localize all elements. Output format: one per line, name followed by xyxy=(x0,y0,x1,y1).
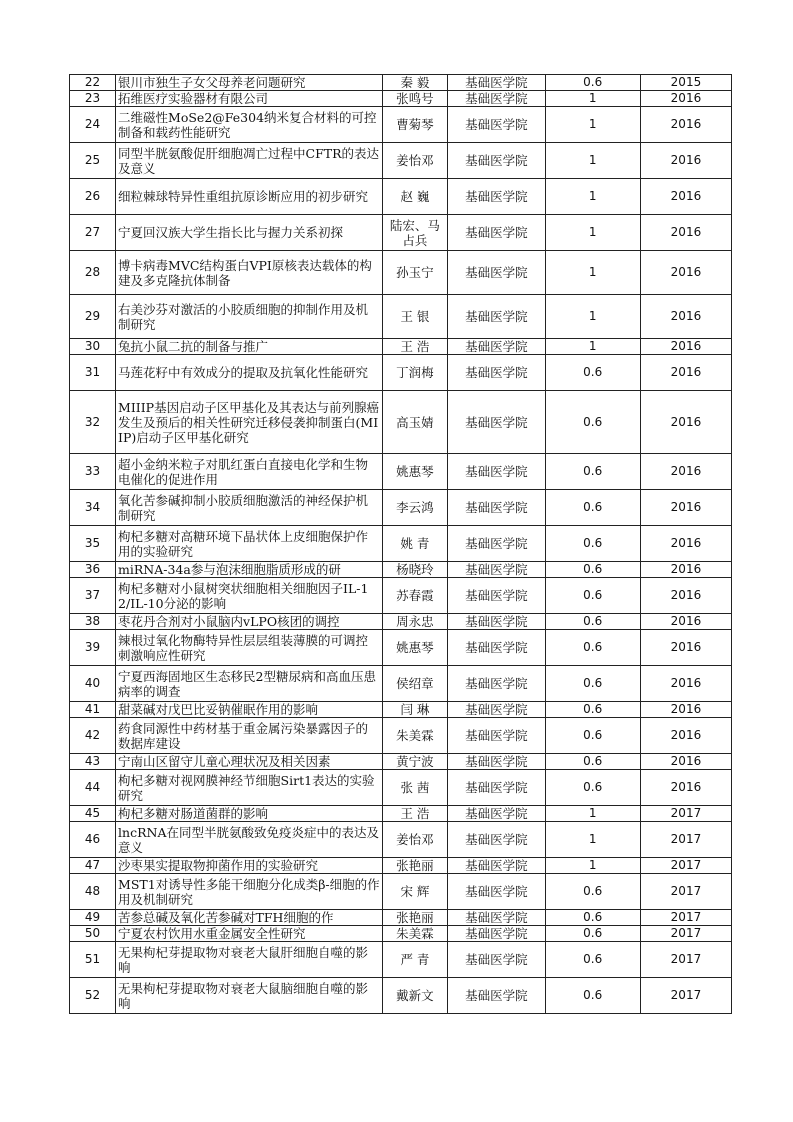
cell-project-title: 甜菜碱对戊巴比妥钠催眠作用的影响 xyxy=(116,702,383,718)
cell-leader-name: 丁润梅 xyxy=(382,355,447,391)
cell-department: 基础医学院 xyxy=(448,630,545,666)
cell-year: 2016 xyxy=(640,770,731,806)
cell-number: 26 xyxy=(70,179,116,215)
table-row xyxy=(70,718,732,754)
table-row xyxy=(70,754,732,770)
cell-project-title: 博卡病毒MVC结构蛋白VPI原核表达载体的构建及多克隆抗体制备 xyxy=(116,251,383,295)
cell-department: 基础医学院 xyxy=(448,295,545,339)
cell-leader-name: 宋 辉 xyxy=(382,874,447,910)
cell-project-title: 氧化苦参碱抑制小胶质细胞激活的神经保护机制研究 xyxy=(116,490,383,526)
cell-score: 1 xyxy=(545,822,640,858)
table-row xyxy=(70,666,732,702)
cell-year: 2016 xyxy=(640,614,731,630)
table-row xyxy=(70,978,732,1014)
table-row xyxy=(70,630,732,666)
cell-leader-name: 苏春霞 xyxy=(382,578,447,614)
cell-department: 基础医学院 xyxy=(448,562,545,578)
cell-score: 1 xyxy=(545,107,640,143)
cell-project-title: 超小金纳米粒子对肌红蛋白直接电化学和生物电催化的促进作用 xyxy=(116,454,383,490)
cell-score: 1 xyxy=(545,806,640,822)
cell-number: 43 xyxy=(70,754,116,770)
cell-number: 45 xyxy=(70,806,116,822)
cell-leader-name: 黄宁波 xyxy=(382,754,447,770)
cell-year: 2016 xyxy=(640,454,731,490)
table-row xyxy=(70,770,732,806)
cell-score: 0.6 xyxy=(545,910,640,926)
cell-score: 1 xyxy=(545,251,640,295)
cell-project-title: 枸杞多糖对小鼠树突状细胞相关细胞因子IL-12/IL-10分泌的影响 xyxy=(116,578,383,614)
cell-year: 2015 xyxy=(640,75,731,91)
cell-project-title: 细粒棘球特异性重组抗原诊断应用的初步研究 xyxy=(116,179,383,215)
project-table xyxy=(69,74,732,1014)
cell-leader-name: 姚 青 xyxy=(382,526,447,562)
cell-number: 52 xyxy=(70,978,116,1014)
cell-project-title: 宁夏回汉族大学生指长比与握力关系初探 xyxy=(116,215,383,251)
cell-number: 35 xyxy=(70,526,116,562)
cell-score: 0.6 xyxy=(545,666,640,702)
cell-leader-name: 王 银 xyxy=(382,295,447,339)
cell-leader-name: 张艳丽 xyxy=(382,910,447,926)
cell-department: 基础医学院 xyxy=(448,578,545,614)
cell-year: 2016 xyxy=(640,718,731,754)
cell-department: 基础医学院 xyxy=(448,718,545,754)
cell-number: 32 xyxy=(70,391,116,454)
cell-year: 2016 xyxy=(640,578,731,614)
cell-year: 2016 xyxy=(640,666,731,702)
cell-department: 基础医学院 xyxy=(448,355,545,391)
cell-number: 48 xyxy=(70,874,116,910)
cell-leader-name: 姜怡邓 xyxy=(382,143,447,179)
cell-year: 2016 xyxy=(640,143,731,179)
table-row xyxy=(70,806,732,822)
cell-score: 0.6 xyxy=(545,454,640,490)
cell-number: 40 xyxy=(70,666,116,702)
cell-score: 1 xyxy=(545,295,640,339)
cell-leader-name: 秦 毅 xyxy=(382,75,447,91)
table-row xyxy=(70,942,732,978)
cell-year: 2016 xyxy=(640,179,731,215)
cell-department: 基础医学院 xyxy=(448,75,545,91)
cell-number: 50 xyxy=(70,926,116,942)
cell-project-title: 二维磁性MoSe2@Fe304纳米复合材料的可控制备和载药性能研究 xyxy=(116,107,383,143)
cell-leader-name: 姚惠琴 xyxy=(382,630,447,666)
table-row xyxy=(70,526,732,562)
table-row xyxy=(70,490,732,526)
cell-department: 基础医学院 xyxy=(448,526,545,562)
cell-number: 44 xyxy=(70,770,116,806)
cell-score: 0.6 xyxy=(545,942,640,978)
cell-leader-name: 严 青 xyxy=(382,942,447,978)
cell-leader-name: 高玉婧 xyxy=(382,391,447,454)
cell-year: 2016 xyxy=(640,630,731,666)
cell-department: 基础医学院 xyxy=(448,822,545,858)
cell-department: 基础医学院 xyxy=(448,391,545,454)
cell-score: 0.6 xyxy=(545,874,640,910)
cell-score: 0.6 xyxy=(545,355,640,391)
cell-department: 基础医学院 xyxy=(448,666,545,702)
cell-leader-name: 王 浩 xyxy=(382,806,447,822)
cell-score: 1 xyxy=(545,143,640,179)
cell-year: 2017 xyxy=(640,942,731,978)
table-row xyxy=(70,339,732,355)
cell-year: 2017 xyxy=(640,874,731,910)
cell-department: 基础医学院 xyxy=(448,978,545,1014)
table-row xyxy=(70,179,732,215)
cell-number: 38 xyxy=(70,614,116,630)
cell-number: 27 xyxy=(70,215,116,251)
cell-department: 基础医学院 xyxy=(448,614,545,630)
cell-number: 33 xyxy=(70,454,116,490)
cell-project-title: 马莲花籽中有效成分的提取及抗氧化性能研究 xyxy=(116,355,383,391)
cell-number: 30 xyxy=(70,339,116,355)
table-row xyxy=(70,614,732,630)
cell-number: 22 xyxy=(70,75,116,91)
cell-score: 0.6 xyxy=(545,578,640,614)
cell-department: 基础医学院 xyxy=(448,490,545,526)
cell-department: 基础医学院 xyxy=(448,107,545,143)
cell-project-title: 拓维医疗实验器材有限公司 xyxy=(116,91,383,107)
cell-year: 2016 xyxy=(640,215,731,251)
cell-number: 34 xyxy=(70,490,116,526)
cell-score: 0.6 xyxy=(545,770,640,806)
cell-number: 24 xyxy=(70,107,116,143)
cell-project-title: 兔抗小鼠二抗的制备与推广 xyxy=(116,339,383,355)
cell-project-title: MST1对诱导性多能干细胞分化成类β-细胞的作用及机制研究 xyxy=(116,874,383,910)
cell-number: 36 xyxy=(70,562,116,578)
cell-department: 基础医学院 xyxy=(448,926,545,942)
cell-number: 49 xyxy=(70,910,116,926)
cell-number: 39 xyxy=(70,630,116,666)
cell-project-title: 宁夏西海固地区生态移民2型糖尿病和高血压患病率的调查 xyxy=(116,666,383,702)
cell-leader-name: 王 浩 xyxy=(382,339,447,355)
cell-year: 2017 xyxy=(640,858,731,874)
cell-score: 0.6 xyxy=(545,702,640,718)
cell-number: 25 xyxy=(70,143,116,179)
cell-project-title: 辣根过氧化物酶特异性层层组装薄膜的可调控刺激响应性研究 xyxy=(116,630,383,666)
cell-department: 基础医学院 xyxy=(448,770,545,806)
cell-year: 2016 xyxy=(640,754,731,770)
table-row xyxy=(70,295,732,339)
cell-number: 46 xyxy=(70,822,116,858)
cell-project-title: 右美沙芬对激活的小胶质细胞的抑制作用及机制研究 xyxy=(116,295,383,339)
cell-score: 0.6 xyxy=(545,391,640,454)
cell-year: 2017 xyxy=(640,978,731,1014)
cell-leader-name: 闫 琳 xyxy=(382,702,447,718)
cell-year: 2016 xyxy=(640,251,731,295)
cell-year: 2017 xyxy=(640,822,731,858)
cell-score: 0.6 xyxy=(545,526,640,562)
cell-year: 2016 xyxy=(640,490,731,526)
cell-leader-name: 李云鸿 xyxy=(382,490,447,526)
cell-number: 47 xyxy=(70,858,116,874)
cell-department: 基础医学院 xyxy=(448,91,545,107)
cell-department: 基础医学院 xyxy=(448,754,545,770)
cell-project-title: 同型半胱氨酸促肝细胞凋亡过程中CFTR的表达及意义 xyxy=(116,143,383,179)
cell-score: 1 xyxy=(545,91,640,107)
cell-leader-name: 周永忠 xyxy=(382,614,447,630)
table-row xyxy=(70,391,732,454)
table-row xyxy=(70,910,732,926)
cell-department: 基础医学院 xyxy=(448,143,545,179)
cell-number: 28 xyxy=(70,251,116,295)
table-row xyxy=(70,107,732,143)
table-row xyxy=(70,822,732,858)
cell-department: 基础医学院 xyxy=(448,942,545,978)
cell-project-title: lncRNA在同型半胱氨酸致免疫炎症中的表达及意义 xyxy=(116,822,383,858)
cell-score: 0.6 xyxy=(545,754,640,770)
cell-leader-name: 陆宏、马占兵 xyxy=(382,215,447,251)
cell-project-title: 无果枸杞芽提取物对衰老大鼠脑细胞自噬的影响 xyxy=(116,978,383,1014)
cell-score: 0.6 xyxy=(545,490,640,526)
cell-leader-name: 张鸣号 xyxy=(382,91,447,107)
cell-score: 0.6 xyxy=(545,75,640,91)
cell-project-title: MIIIP基因启动子区甲基化及其表达与前列腺癌发生及预后的相关性研究迁移侵袭抑制蛋白(MIIP)启动子区甲基化研究 xyxy=(116,391,383,454)
cell-score: 0.6 xyxy=(545,718,640,754)
cell-department: 基础医学院 xyxy=(448,251,545,295)
cell-project-title: 宁南山区留守儿童心理状况及相关因素 xyxy=(116,754,383,770)
cell-leader-name: 曹菊琴 xyxy=(382,107,447,143)
cell-number: 42 xyxy=(70,718,116,754)
cell-year: 2017 xyxy=(640,926,731,942)
table-row xyxy=(70,215,732,251)
cell-number: 51 xyxy=(70,942,116,978)
cell-leader-name: 赵 巍 xyxy=(382,179,447,215)
cell-leader-name: 姜怡邓 xyxy=(382,822,447,858)
table-row xyxy=(70,702,732,718)
cell-department: 基础医学院 xyxy=(448,874,545,910)
cell-leader-name: 朱美霖 xyxy=(382,718,447,754)
cell-leader-name: 侯绍章 xyxy=(382,666,447,702)
cell-year: 2016 xyxy=(640,295,731,339)
cell-project-title: 枸杞多糖对高糖环境下晶状体上皮细胞保护作用的实验研究 xyxy=(116,526,383,562)
cell-leader-name: 姚惠琴 xyxy=(382,454,447,490)
cell-leader-name: 张 茜 xyxy=(382,770,447,806)
cell-year: 2016 xyxy=(640,391,731,454)
cell-project-title: 银川市独生子女父母养老问题研究 xyxy=(116,75,383,91)
cell-score: 0.6 xyxy=(545,614,640,630)
cell-score: 1 xyxy=(545,858,640,874)
cell-leader-name: 孙玉宁 xyxy=(382,251,447,295)
cell-score: 1 xyxy=(545,179,640,215)
table-row xyxy=(70,454,732,490)
cell-year: 2016 xyxy=(640,339,731,355)
cell-year: 2016 xyxy=(640,562,731,578)
cell-project-title: miRNA-34a参与泡沫细胞脂质形成的研 xyxy=(116,562,383,578)
cell-year: 2017 xyxy=(640,910,731,926)
table-row xyxy=(70,562,732,578)
cell-score: 0.6 xyxy=(545,978,640,1014)
cell-leader-name: 杨晓玲 xyxy=(382,562,447,578)
cell-year: 2016 xyxy=(640,526,731,562)
cell-score: 0.6 xyxy=(545,562,640,578)
cell-number: 23 xyxy=(70,91,116,107)
cell-year: 2016 xyxy=(640,702,731,718)
cell-year: 2016 xyxy=(640,91,731,107)
cell-number: 29 xyxy=(70,295,116,339)
table-row xyxy=(70,355,732,391)
cell-project-title: 苦参总碱及氧化苦参碱对TFH细胞的作 xyxy=(116,910,383,926)
cell-number: 41 xyxy=(70,702,116,718)
table-row xyxy=(70,91,732,107)
cell-number: 37 xyxy=(70,578,116,614)
cell-department: 基础医学院 xyxy=(448,858,545,874)
project-table-body xyxy=(70,75,732,1014)
cell-leader-name: 张艳丽 xyxy=(382,858,447,874)
cell-project-title: 宁夏农村饮用水重金属安全性研究 xyxy=(116,926,383,942)
cell-project-title: 沙枣果实提取物抑菌作用的实验研究 xyxy=(116,858,383,874)
cell-score: 0.6 xyxy=(545,926,640,942)
cell-leader-name: 朱美霖 xyxy=(382,926,447,942)
cell-year: 2016 xyxy=(640,107,731,143)
cell-score: 1 xyxy=(545,215,640,251)
cell-department: 基础医学院 xyxy=(448,702,545,718)
cell-project-title: 枸杞多糖对视网膜神经节细胞Sirt1表达的实验研究 xyxy=(116,770,383,806)
table-row xyxy=(70,251,732,295)
table-row xyxy=(70,75,732,91)
cell-project-title: 枣花丹合剂对小鼠脑内vLPO核团的调控 xyxy=(116,614,383,630)
cell-number: 31 xyxy=(70,355,116,391)
cell-department: 基础医学院 xyxy=(448,179,545,215)
cell-project-title: 无果枸杞芽提取物对衰老大鼠肝细胞自噬的影响 xyxy=(116,942,383,978)
cell-year: 2016 xyxy=(640,355,731,391)
cell-department: 基础医学院 xyxy=(448,454,545,490)
table-row xyxy=(70,874,732,910)
cell-project-title: 枸杞多糖对肠道菌群的影响 xyxy=(116,806,383,822)
cell-department: 基础医学院 xyxy=(448,806,545,822)
cell-department: 基础医学院 xyxy=(448,339,545,355)
cell-project-title: 药食同源性中药材基于重金属污染暴露因子的数据库建设 xyxy=(116,718,383,754)
table-row xyxy=(70,858,732,874)
table-row xyxy=(70,578,732,614)
cell-leader-name: 戴新文 xyxy=(382,978,447,1014)
cell-score: 0.6 xyxy=(545,630,640,666)
cell-department: 基础医学院 xyxy=(448,215,545,251)
cell-department: 基础医学院 xyxy=(448,910,545,926)
table-row xyxy=(70,143,732,179)
table-row xyxy=(70,926,732,942)
cell-year: 2017 xyxy=(640,806,731,822)
cell-score: 1 xyxy=(545,339,640,355)
